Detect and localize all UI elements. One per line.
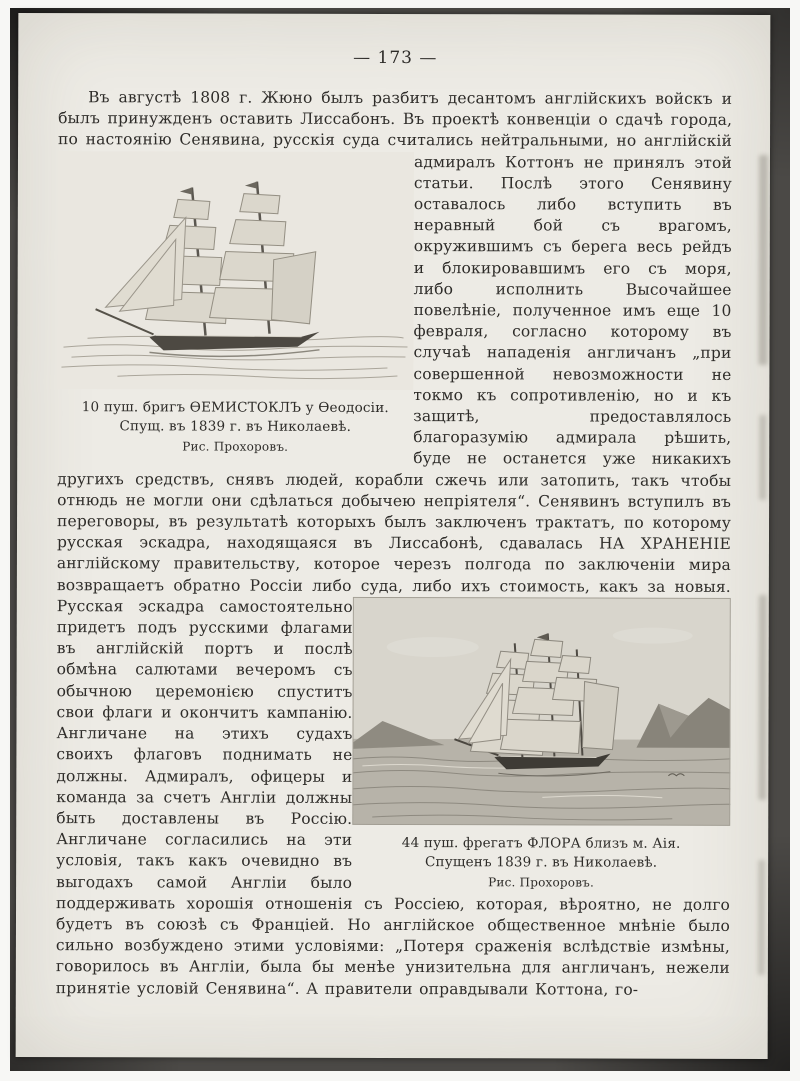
page-edge-bleed-artifact	[758, 155, 768, 365]
page-number: — 173 —	[353, 47, 438, 69]
caption-credit: Рис. Прохоровъ.	[182, 439, 289, 454]
text-segment-3: стоимость, какъ за новыя. Русская эскадра самостоятельно придетъ подъ русскими флагами въ англійскій портъ и послѣ обмѣна салютами вечеромъ съ обычною церемонією спуститъ свои флаги и окончитъ кампанію. Англичане на этихъ судахъ своихъ флаговъ поднимать не должны. Адмиралъ, офицеры и команда за счетъ Англіи должны быть доставлены въ Россію. Англичане согласились на эти условія, такъ какъ очевидно въ выгодахъ самой Англіи было поддерживать хорошія отношенія съ Россіею, которая, вѣроятно, не долго будетъ въ союзѣ съ Франціей. Но англійское общественное мнѣніе было сильно возбуждено этими условіями: „Потеря сраженія вслѣдствіе измѣны, говорилось въ Англіи, была бы менѣе унизительна для англичанъ, нежели принятіе условій Сенявина“. А правители оправдывали Коттона, го-	[55, 576, 731, 999]
caption-line: 44 пуш. фрегатъ ФЛОРА близъ м. Аія.	[401, 834, 681, 852]
brig-ship-engraving	[57, 151, 414, 390]
scanner-background	[10, 8, 790, 1071]
brig-figure-caption	[57, 398, 413, 456]
caption-line: Спущ. въ 1839 г. въ Николаевѣ.	[119, 418, 352, 435]
frigate-ship-engraving	[352, 597, 731, 826]
caption-credit: Рис. Прохоровъ.	[488, 875, 595, 890]
frigate-figure-caption	[352, 834, 730, 892]
caption-line: 10 пуш. бригъ ѲЕМИСТОКЛЪ у Ѳеодосіи.	[81, 398, 389, 416]
figure-frigate	[352, 597, 731, 892]
body-text	[56, 87, 732, 1000]
page-edge-bleed-artifact	[758, 860, 765, 975]
figure-brig	[57, 151, 414, 456]
text-segment-1: Въ августѣ 1808 г. Жюно былъ разбитъ десантомъ англійскихъ войскъ и былъ принужденъ оставить Лиссабонъ. Въ проектѣ конвенціи о сдачѣ города, по настоянію Сенявина, русскія суда считались нейтральными, но англійскій	[58, 88, 733, 151]
text-segment-2: адмиралъ Коттонъ не принялъ этой статьи. Послѣ этого Сенявину оставалось либо вступить въ неравный бой съ врагомъ, окружившимъ съ берега весь рейдъ и блокировавшимъ его съ моря, либо исполнить Высочайшее повелѣніе, полученное имъ еще 10 февраля, согласно которому въ случаѣ нападенія англичанъ „при совершенной невозможности не токмо къ сопротивленію, но и къ защитѣ, предоставлялось благоразумію адмирала рѣшить, буде не останется уже никакихъ другихъ средствъ, снявъ людей, корабли сжечь или затопить, такъ чтобы отнюдь не могли они сдѣлаться добычею непріятеля“. Сенявинъ вступилъ въ переговоры, въ результатѣ которыхъ былъ заключенъ трактатъ, по которому русская эскадра, находящаяся въ Лиссабонѣ, сдавалась НА ХРАНЕНІЕ англійскому правительству, которое черезъ полгода по заключеніи мира возвращаетъ обратно Россіи либо суда, либо ихъ	[56, 152, 733, 595]
caption-line: Спущенъ 1839 г. въ Николаевѣ.	[424, 854, 658, 871]
page-edge-bleed-artifact	[758, 595, 767, 800]
book-page	[16, 13, 771, 1059]
page-edge-bleed-artifact	[759, 415, 766, 500]
